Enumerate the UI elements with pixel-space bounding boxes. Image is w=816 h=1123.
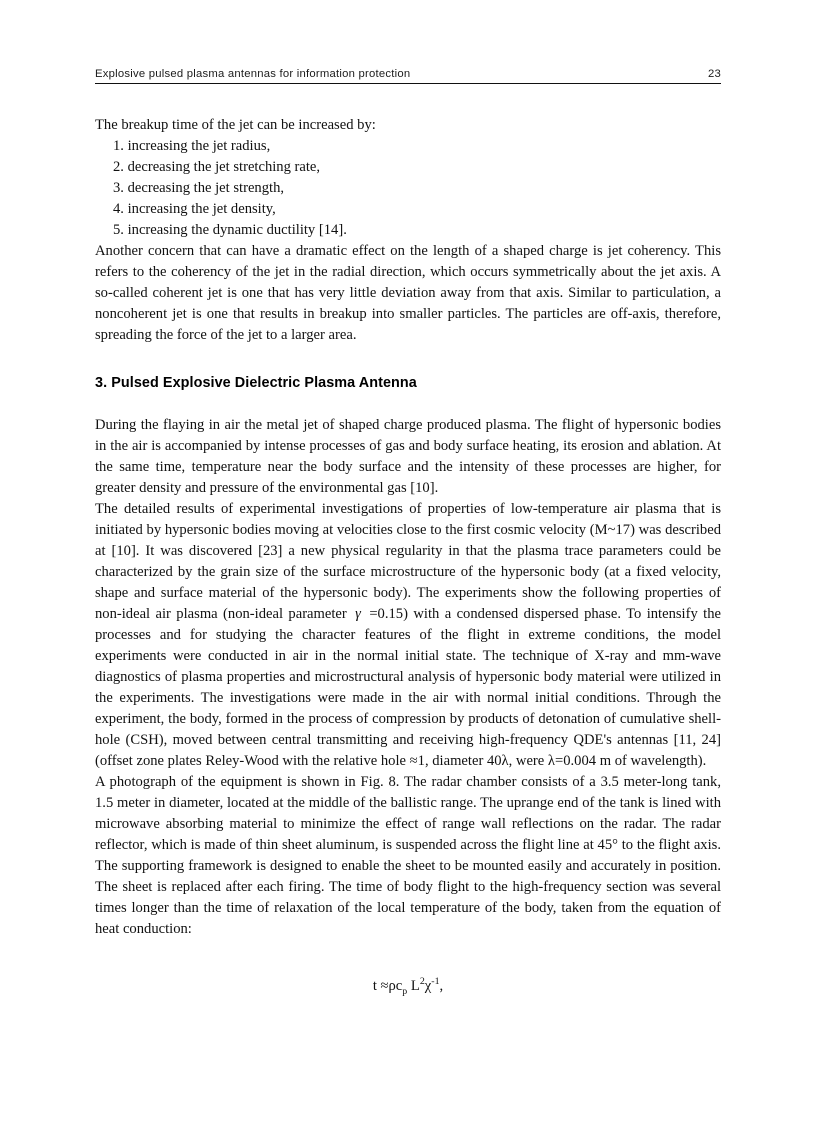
paragraph-detailed-part2: =0.15) with a condensed dispersed phase. To intensify the processes and for studying the character features of the flight in extreme conditions, the model experiments were conducted in air in the normal initial state. The technique of X-ray and mm-wave diagnostics of plasma properties and microstructural analysis of hypersonic body material were utilized in the experiments. The investigations were made in the air with normal initial conditions. Through the experiment, the body, formed in the process of compression by products of detonation of cumulative shell-hole (CSH), moved between central transmitting and receiving high-frequency QDE's antennas [11, 24] (offset zone plates Reley-Wood with the relative hole ≈1, diameter 40λ, were λ=0.004 m of wavelength).: [95, 606, 721, 769]
equation-chi: χ: [424, 978, 432, 994]
spacer: [95, 346, 721, 373]
heat-conduction-equation: [95, 976, 721, 997]
paragraph-photograph-equipment: A photograph of the equipment is shown in Fig. 8. The radar chamber consists of a 3.5 meter-long tank, 1.5 meter in diameter, located at the middle of the ballistic range. The uprange end of the tank is lined with microwave absorbing material to minimize the effect of range wall reflections on the radar. The radar reflector, which is made of thin sheet aluminum, is suspended across the flight line at 45° to the flight axis. The supporting framework is designed to enable the sheet to be mounted easily and accurately in position. The sheet is replaced after each firing. The time of body flight to the high-frequency section was several times longer than the time of relaxation of the local temperature of the body, taken from the equation of heat conduction:: [95, 774, 721, 937]
header-rule: [95, 83, 721, 84]
gamma-symbol: γ: [355, 606, 361, 622]
equation-sup-2: 2: [419, 976, 425, 988]
equation-lead: t ≈ρc: [372, 978, 403, 994]
page-number: 23: [707, 68, 721, 80]
list-item: 4. increasing the jet density,: [113, 201, 276, 217]
header-title: Explosive pulsed plasma antennas for information protection: [95, 68, 411, 80]
paragraph-jet-coherency: Another concern that can have a dramatic effect on the length of a shaped charge is jet coherency. This refers to the coherency of the jet in the radial direction, which occurs symmetrically about the jet axis. A so-called coherent jet is one that has very little deviation away from that axis. Similar to particulation, a noncoherent jet is one that results in breakup into smaller particles. The particles are off-axis, therefore, spreading the force of the jet to a larger area.: [95, 243, 721, 343]
list-item: 1. increasing the jet radius,: [113, 138, 271, 154]
paragraph-flaying-in-air: During the flaying in air the metal jet of shaped charge produced plasma. The flight of hypersonic bodies in the air is accompanied by intense processes of gas and body surface heating, its erosion and ablation. At the same time, temperature near the body surface and the intensity of these processes are higher, for greater density and pressure of the environmental gas [10].: [95, 417, 721, 496]
running-header: [95, 68, 721, 84]
body-content: [95, 115, 721, 997]
list-intro-line: The breakup time of the jet can be increased by:: [95, 117, 376, 133]
list-item: 2. decreasing the jet stretching rate,: [113, 159, 321, 175]
section-heading-3: 3. Pulsed Explosive Dielectric Plasma Antenna: [95, 375, 417, 391]
spacer: [95, 940, 721, 976]
equation-trail: ,: [439, 978, 444, 994]
list-item: 3. decreasing the jet strength,: [113, 180, 285, 196]
spacer: [95, 393, 721, 415]
equation-sub-p: p: [402, 985, 408, 997]
paragraph-detailed-part1: The detailed results of experimental investigations of properties of low-temperature air plasma that is initiated by hypersonic bodies moving at velocities close to the first cosmic velocity (M~17) was described at [10]. It was discovered [23] a new physical regularity in that the plasma trace parameters could be characterized by the grain size of the surface microstructure of the hypersonic body (at a fixed velocity, shape and surface material of the hypersonic body). The experiments show the following properties of non-ideal air plasma (non-ideal parameter: [95, 501, 721, 622]
equation-mid: L: [407, 978, 420, 994]
list-item: 5. increasing the dynamic ductility [14].: [113, 222, 347, 238]
equation-sup-minus1: -1: [431, 976, 440, 988]
breakup-factors-list: [95, 136, 721, 241]
header-row: [95, 68, 721, 83]
paragraph-detailed-results: [95, 499, 721, 772]
